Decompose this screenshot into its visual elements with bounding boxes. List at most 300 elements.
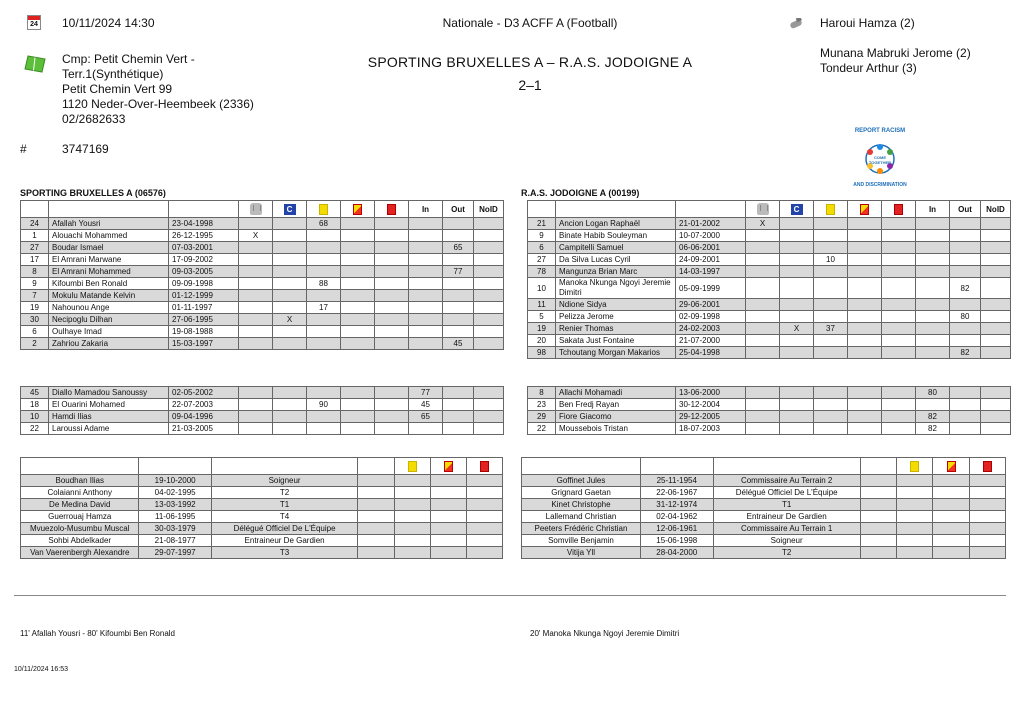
birth-date: 26-12-1995 bbox=[169, 230, 239, 242]
table-cell bbox=[933, 499, 969, 511]
venue-address bbox=[62, 52, 254, 127]
yellow-cell: 10 bbox=[814, 254, 848, 266]
birth-date: 25-04-1998 bbox=[676, 347, 746, 359]
staff-role: Commissaire Au Terrain 1 bbox=[713, 523, 860, 535]
staff-role: T3 bbox=[211, 547, 358, 559]
cap-cell bbox=[273, 266, 307, 278]
out-cell bbox=[443, 254, 474, 266]
shirt-number: 9 bbox=[21, 278, 49, 290]
gk-cell bbox=[239, 387, 273, 399]
out-cell bbox=[443, 230, 474, 242]
calendar-icon bbox=[27, 15, 41, 30]
table-cell bbox=[969, 458, 1005, 475]
yellow-cell bbox=[814, 266, 848, 278]
red-cell bbox=[882, 387, 916, 399]
player-name: Fiore Giacomo bbox=[556, 411, 676, 423]
red-cell bbox=[882, 399, 916, 411]
table-cell bbox=[933, 475, 969, 487]
gk-cell bbox=[239, 266, 273, 278]
table-cell bbox=[239, 201, 273, 218]
shirt-number: 23 bbox=[528, 399, 556, 411]
shirt-number: 6 bbox=[21, 326, 49, 338]
away-goals: 20' Manoka Nkunga Ngoyi Jeremie Dimitri bbox=[530, 629, 680, 638]
cap-cell: X bbox=[273, 314, 307, 326]
player-row bbox=[21, 218, 504, 230]
out-cell: 82 bbox=[950, 347, 981, 359]
player-row bbox=[21, 290, 504, 302]
noid-cell bbox=[981, 266, 1011, 278]
yr-cell bbox=[848, 323, 882, 335]
away-subs-table bbox=[527, 386, 1011, 435]
out-cell bbox=[950, 411, 981, 423]
shirt-number: 9 bbox=[528, 230, 556, 242]
birth-date: 07-03-2001 bbox=[169, 242, 239, 254]
shirt-number: 21 bbox=[528, 218, 556, 230]
cap-cell bbox=[780, 230, 814, 242]
player-name: Ndione Sidya bbox=[556, 299, 676, 311]
staff-row bbox=[21, 547, 503, 559]
cap-cell: X bbox=[780, 323, 814, 335]
yellow-cell bbox=[814, 411, 848, 423]
birth-date: 29-12-2005 bbox=[676, 411, 746, 423]
table-cell bbox=[394, 458, 430, 475]
second-yellow-card-icon bbox=[860, 204, 869, 215]
away-team-title: R.A.S. JODOIGNE A (00199) bbox=[521, 188, 640, 198]
in-cell bbox=[409, 230, 443, 242]
out-cell bbox=[950, 335, 981, 347]
player-name: Afallah Yousri bbox=[49, 218, 169, 230]
red-cell bbox=[375, 266, 409, 278]
table-cell bbox=[430, 511, 466, 523]
in-cell bbox=[409, 314, 443, 326]
noid-cell bbox=[981, 299, 1011, 311]
player-row bbox=[528, 230, 1011, 242]
table-cell bbox=[933, 487, 969, 499]
red-cell bbox=[375, 254, 409, 266]
player-row bbox=[528, 335, 1011, 347]
in-cell bbox=[409, 242, 443, 254]
table-cell bbox=[211, 458, 358, 475]
table-cell bbox=[358, 458, 394, 475]
shirt-number: 20 bbox=[528, 335, 556, 347]
yr-cell bbox=[848, 423, 882, 435]
shirt-number: 17 bbox=[21, 254, 49, 266]
in-cell bbox=[916, 266, 950, 278]
yr-cell bbox=[848, 411, 882, 423]
gk-cell bbox=[239, 423, 273, 435]
red-cell bbox=[375, 302, 409, 314]
away-staff-table bbox=[521, 457, 1006, 559]
red-cell bbox=[375, 387, 409, 399]
table-cell bbox=[307, 201, 341, 218]
red-cell bbox=[375, 399, 409, 411]
player-name: Kifoumbi Ben Ronald bbox=[49, 278, 169, 290]
player-name: Mangunza Brian Marc bbox=[556, 266, 676, 278]
yr-cell bbox=[341, 218, 375, 230]
out-cell bbox=[443, 387, 474, 399]
birth-date: 17-09-2002 bbox=[169, 254, 239, 266]
noid-cell bbox=[474, 326, 504, 338]
noid-cell bbox=[981, 323, 1011, 335]
gk-cell bbox=[746, 299, 780, 311]
red-cell bbox=[882, 242, 916, 254]
gk-cell bbox=[746, 311, 780, 323]
player-row bbox=[21, 230, 504, 242]
staff-row bbox=[522, 535, 1006, 547]
gk-cell bbox=[239, 218, 273, 230]
player-name: Da Silva Lucas Cyril bbox=[556, 254, 676, 266]
noid-cell bbox=[474, 254, 504, 266]
yr-cell bbox=[848, 311, 882, 323]
player-row bbox=[21, 399, 504, 411]
yr-cell bbox=[848, 347, 882, 359]
table-cell bbox=[358, 511, 394, 523]
cap-cell bbox=[273, 254, 307, 266]
table-cell bbox=[897, 511, 933, 523]
birth-date: 01-12-1999 bbox=[169, 290, 239, 302]
home-goals: 11' Afallah Yousri - 80' Kifoumbi Ben Ronald bbox=[20, 629, 176, 638]
staff-name: Guerrouaj Hamza bbox=[21, 511, 139, 523]
noid-cell bbox=[981, 423, 1011, 435]
cap-cell bbox=[780, 411, 814, 423]
shirt-number: 2 bbox=[21, 338, 49, 350]
player-row bbox=[528, 242, 1011, 254]
shirt-number: 6 bbox=[528, 242, 556, 254]
staff-role: T2 bbox=[713, 547, 860, 559]
home-staff-table bbox=[20, 457, 503, 559]
gk-cell bbox=[239, 338, 273, 350]
cap-cell bbox=[273, 302, 307, 314]
player-name: Zahriou Zakaria bbox=[49, 338, 169, 350]
staff-birth-date: 25-11-1954 bbox=[640, 475, 713, 487]
gk-cell bbox=[746, 387, 780, 399]
in-cell bbox=[916, 311, 950, 323]
player-name: Laroussi Adame bbox=[49, 423, 169, 435]
staff-row bbox=[522, 475, 1006, 487]
gk-cell bbox=[239, 290, 273, 302]
cap-cell bbox=[273, 423, 307, 435]
out-cell bbox=[950, 399, 981, 411]
table-cell bbox=[860, 458, 896, 475]
competition-name: Nationale - D3 ACFF A (Football) bbox=[442, 16, 618, 30]
table-cell bbox=[676, 201, 746, 218]
yellow-cell bbox=[814, 218, 848, 230]
player-row bbox=[21, 278, 504, 290]
table-cell bbox=[897, 535, 933, 547]
red-cell bbox=[882, 335, 916, 347]
yr-cell bbox=[341, 290, 375, 302]
birth-date: 23-04-1998 bbox=[169, 218, 239, 230]
goalkeeper-glove-icon bbox=[757, 203, 769, 215]
shirt-number: 7 bbox=[21, 290, 49, 302]
cap-cell bbox=[780, 278, 814, 299]
table-cell bbox=[897, 499, 933, 511]
cap-cell bbox=[273, 230, 307, 242]
table-cell bbox=[430, 487, 466, 499]
shirt-number: 18 bbox=[21, 399, 49, 411]
staff-name: Boudhan Ilias bbox=[21, 475, 139, 487]
out-cell bbox=[443, 302, 474, 314]
player-row bbox=[21, 338, 504, 350]
staff-row bbox=[522, 547, 1006, 559]
staff-name: Peeters Frédéric Christian bbox=[522, 523, 641, 535]
table-cell bbox=[394, 511, 430, 523]
red-cell bbox=[882, 218, 916, 230]
yellow-cell bbox=[814, 387, 848, 399]
player-row bbox=[528, 311, 1011, 323]
table-cell bbox=[528, 201, 556, 218]
table-cell bbox=[969, 511, 1005, 523]
staff-birth-date: 04-02-1995 bbox=[139, 487, 211, 499]
staff-birth-date: 12-06-1961 bbox=[640, 523, 713, 535]
yellow-cell bbox=[814, 311, 848, 323]
red-cell bbox=[375, 290, 409, 302]
table-cell bbox=[375, 201, 409, 218]
table-cell bbox=[430, 523, 466, 535]
yellow-cell bbox=[307, 338, 341, 350]
shirt-number: 5 bbox=[528, 311, 556, 323]
shirt-number: 45 bbox=[21, 387, 49, 399]
player-name: Diallo Mamadou Sanoussy bbox=[49, 387, 169, 399]
out-cell: 45 bbox=[443, 338, 474, 350]
birth-date: 02-09-1998 bbox=[676, 311, 746, 323]
staff-birth-date: 22-06-1967 bbox=[640, 487, 713, 499]
red-card-icon bbox=[387, 204, 396, 215]
player-row bbox=[528, 347, 1011, 359]
yr-cell bbox=[848, 230, 882, 242]
table-cell bbox=[848, 201, 882, 218]
yellow-card-icon bbox=[408, 461, 417, 472]
shirt-number: 19 bbox=[528, 323, 556, 335]
shirt-number: 24 bbox=[21, 218, 49, 230]
yellow-cell bbox=[814, 399, 848, 411]
staff-birth-date: 30-03-1979 bbox=[139, 523, 211, 535]
in-cell: 45 bbox=[409, 399, 443, 411]
yellow-cell bbox=[307, 230, 341, 242]
cap-cell bbox=[780, 399, 814, 411]
yellow-cell bbox=[814, 299, 848, 311]
table-cell bbox=[814, 201, 848, 218]
assistant-referee-2: Tondeur Arthur (3) bbox=[820, 61, 917, 75]
report-racism-logo bbox=[846, 128, 914, 190]
table-cell bbox=[466, 535, 502, 547]
gk-cell bbox=[239, 411, 273, 423]
table-cell bbox=[969, 487, 1005, 499]
table-cell bbox=[860, 475, 896, 487]
table-cell bbox=[640, 458, 713, 475]
table-cell bbox=[969, 547, 1005, 559]
venue-line: 02/2682633 bbox=[62, 112, 126, 126]
player-name: Oulhaye Imad bbox=[49, 326, 169, 338]
player-name: El Ouarini Mohamed bbox=[49, 399, 169, 411]
gk-cell bbox=[746, 423, 780, 435]
venue-line: Cmp: Petit Chemin Vert - bbox=[62, 52, 195, 66]
in-cell bbox=[409, 338, 443, 350]
birth-date: 21-03-2005 bbox=[169, 423, 239, 435]
staff-row bbox=[522, 511, 1006, 523]
second-yellow-card-icon bbox=[444, 461, 453, 472]
staff-birth-date: 13-03-1992 bbox=[139, 499, 211, 511]
noid-cell bbox=[981, 347, 1011, 359]
table-cell bbox=[430, 475, 466, 487]
player-row bbox=[528, 411, 1011, 423]
gk-cell bbox=[239, 254, 273, 266]
red-cell bbox=[882, 411, 916, 423]
yellow-cell bbox=[814, 423, 848, 435]
shirt-number: 10 bbox=[528, 278, 556, 299]
in-cell bbox=[409, 218, 443, 230]
out-cell bbox=[950, 387, 981, 399]
yellow-card-icon bbox=[826, 204, 835, 215]
birth-date: 13-06-2000 bbox=[676, 387, 746, 399]
staff-row bbox=[21, 523, 503, 535]
player-row bbox=[528, 218, 1011, 230]
table-cell bbox=[169, 201, 239, 218]
red-cell bbox=[375, 218, 409, 230]
staff-name: Sohbi Abdelkader bbox=[21, 535, 139, 547]
birth-date: 24-09-2001 bbox=[676, 254, 746, 266]
in-cell bbox=[916, 347, 950, 359]
table-header-row bbox=[21, 201, 504, 218]
noid-cell bbox=[474, 411, 504, 423]
match-number: 3747169 bbox=[62, 142, 109, 156]
red-cell bbox=[375, 326, 409, 338]
in-cell: 65 bbox=[409, 411, 443, 423]
gk-cell bbox=[239, 278, 273, 290]
yr-cell bbox=[341, 411, 375, 423]
table-cell bbox=[430, 458, 466, 475]
staff-row bbox=[522, 499, 1006, 511]
yellow-cell bbox=[814, 347, 848, 359]
noid-cell bbox=[981, 411, 1011, 423]
player-row bbox=[21, 326, 504, 338]
player-name: Campitelli Samuel bbox=[556, 242, 676, 254]
gk-cell bbox=[746, 411, 780, 423]
out-cell bbox=[443, 423, 474, 435]
cap-cell bbox=[273, 387, 307, 399]
cap-cell bbox=[273, 326, 307, 338]
shirt-number: 8 bbox=[528, 387, 556, 399]
in-cell bbox=[916, 335, 950, 347]
logo-text-bottom: AND DISCRIMINATION bbox=[853, 182, 907, 188]
table-cell bbox=[466, 475, 502, 487]
out-cell bbox=[950, 423, 981, 435]
red-cell bbox=[882, 311, 916, 323]
cap-cell bbox=[273, 338, 307, 350]
staff-birth-date: 02-04-1962 bbox=[640, 511, 713, 523]
red-cell bbox=[375, 314, 409, 326]
out-cell bbox=[443, 218, 474, 230]
out-cell: 65 bbox=[443, 242, 474, 254]
shirt-number: 30 bbox=[21, 314, 49, 326]
noid-cell bbox=[981, 230, 1011, 242]
home-subs-table bbox=[20, 386, 504, 435]
yr-cell bbox=[341, 254, 375, 266]
table-header-row bbox=[528, 201, 1011, 218]
out-cell bbox=[443, 278, 474, 290]
gk-cell bbox=[746, 266, 780, 278]
staff-name: Mvuezolo-Musumbu Muscal bbox=[21, 523, 139, 535]
out-cell bbox=[443, 399, 474, 411]
yr-cell bbox=[341, 326, 375, 338]
birth-date: 27-06-1995 bbox=[169, 314, 239, 326]
table-cell bbox=[860, 547, 896, 559]
in-cell bbox=[916, 254, 950, 266]
player-row bbox=[21, 423, 504, 435]
out-cell: 80 bbox=[950, 311, 981, 323]
whistle-icon bbox=[788, 17, 804, 27]
yr-cell bbox=[848, 299, 882, 311]
table-cell bbox=[358, 523, 394, 535]
red-card-icon bbox=[983, 461, 992, 472]
player-name: El Amrani Marwane bbox=[49, 254, 169, 266]
out-cell bbox=[443, 326, 474, 338]
table-cell bbox=[358, 487, 394, 499]
out-cell bbox=[443, 314, 474, 326]
yr-cell bbox=[848, 218, 882, 230]
in-cell bbox=[916, 299, 950, 311]
cap-cell bbox=[273, 218, 307, 230]
cap-cell bbox=[273, 278, 307, 290]
table-cell bbox=[430, 547, 466, 559]
logo-text-top: REPORT RACISM bbox=[854, 128, 906, 134]
shirt-number: 1 bbox=[21, 230, 49, 242]
player-row bbox=[528, 423, 1011, 435]
staff-name: Somville Benjamin bbox=[522, 535, 641, 547]
table-cell bbox=[430, 535, 466, 547]
player-row bbox=[21, 254, 504, 266]
birth-date: 14-03-1997 bbox=[676, 266, 746, 278]
table-cell bbox=[933, 535, 969, 547]
staff-name: Vitija Yll bbox=[522, 547, 641, 559]
table-header-row bbox=[522, 458, 1006, 475]
red-cell bbox=[882, 347, 916, 359]
in-cell bbox=[409, 254, 443, 266]
shirt-number: 11 bbox=[528, 299, 556, 311]
player-name: Alouachi Mohammed bbox=[49, 230, 169, 242]
match-datetime: 10/11/2024 14:30 bbox=[62, 16, 155, 30]
yr-cell bbox=[341, 302, 375, 314]
second-yellow-card-icon bbox=[947, 461, 956, 472]
yr-cell bbox=[341, 314, 375, 326]
gk-cell bbox=[746, 323, 780, 335]
yellow-cell: 88 bbox=[307, 278, 341, 290]
venue-line: Petit Chemin Vert 99 bbox=[62, 82, 173, 96]
noid-cell bbox=[474, 230, 504, 242]
player-name: Moussebois Tristan bbox=[556, 423, 676, 435]
out-cell bbox=[950, 218, 981, 230]
staff-row bbox=[21, 487, 503, 499]
staff-birth-date: 28-04-2000 bbox=[640, 547, 713, 559]
player-row bbox=[21, 387, 504, 399]
yr-cell bbox=[341, 338, 375, 350]
yr-cell bbox=[341, 423, 375, 435]
table-cell bbox=[394, 487, 430, 499]
table-cell bbox=[466, 487, 502, 499]
birth-date: 02-05-2002 bbox=[169, 387, 239, 399]
player-row bbox=[528, 399, 1011, 411]
table-cell bbox=[897, 547, 933, 559]
noid-cell bbox=[474, 338, 504, 350]
noid-cell bbox=[474, 314, 504, 326]
table-cell bbox=[933, 458, 969, 475]
cap-cell bbox=[780, 299, 814, 311]
yellow-cell bbox=[814, 242, 848, 254]
venue-line: 1120 Neder-Over-Heembeek (2336) bbox=[62, 97, 254, 111]
red-cell bbox=[375, 423, 409, 435]
gk-cell bbox=[746, 242, 780, 254]
player-row bbox=[528, 254, 1011, 266]
